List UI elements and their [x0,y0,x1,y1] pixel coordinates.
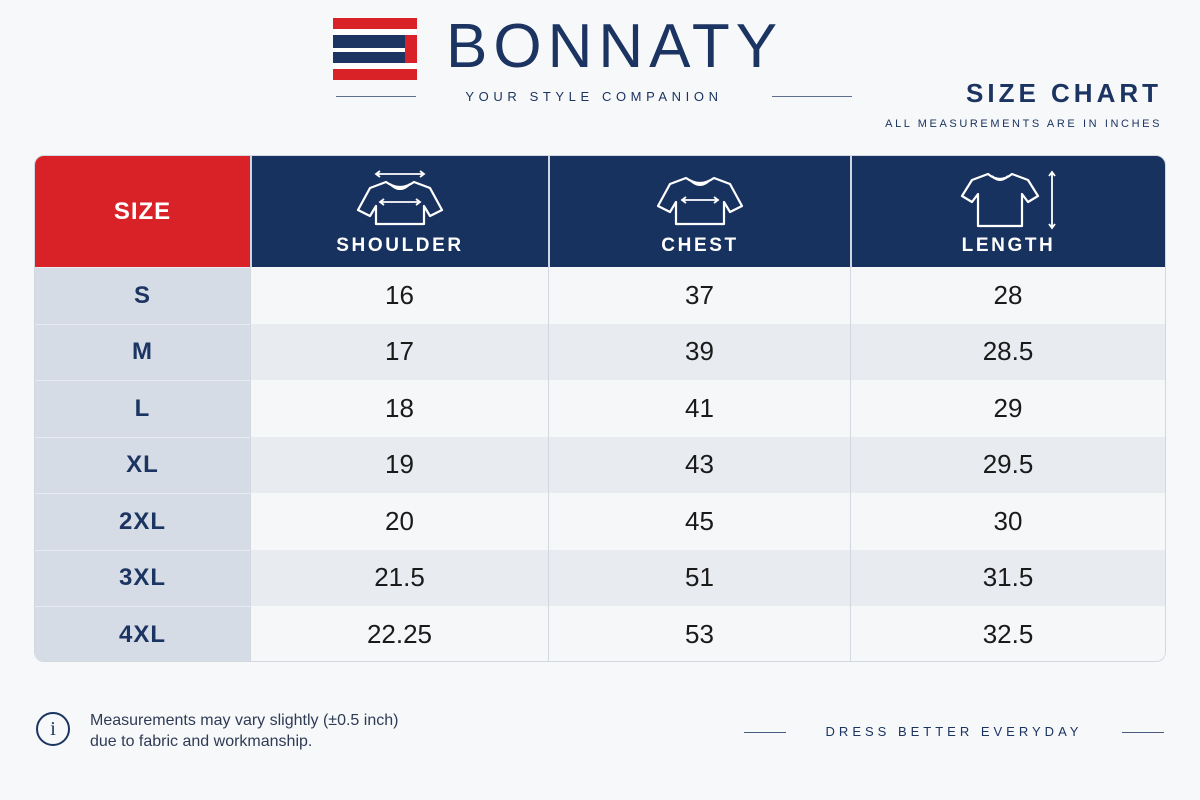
chest-cell: 41 [548,380,850,437]
info-icon: i [36,712,70,746]
length-cell: 28.5 [850,324,1165,381]
length-cell: 31.5 [850,550,1165,607]
shoulder-cell: 18 [250,380,548,437]
shoulder-cell: 22.25 [250,606,548,662]
footer-tagline: DRESS BETTER EVERYDAY [825,724,1083,739]
table-row [35,324,1165,381]
shoulder-cell: 17 [250,324,548,381]
header-size: SIZE [35,156,250,267]
footer-tagline-block [744,722,1164,742]
table-row [35,437,1165,494]
chart-subtitle: ALL MEASUREMENTS ARE IN INCHES [885,118,1162,130]
length-cell: 30 [850,493,1165,550]
length-cell: 29 [850,380,1165,437]
shoulder-tshirt-icon [350,166,450,228]
header-chest-label: CHEST [661,235,739,256]
size-cell: XL [35,437,250,494]
note-line-1: Measurements may vary slightly (±0.5 inch) [90,712,399,729]
brand-logo-icon [333,18,417,80]
size-cell: 2XL [35,493,250,550]
tagline-rule-right [772,96,852,97]
shoulder-cell: 21.5 [250,550,548,607]
shoulder-cell: 16 [250,267,548,324]
size-cell: S [35,267,250,324]
header-length [850,156,1165,267]
header-length-label: LENGTH [961,235,1056,256]
size-cell: L [35,380,250,437]
footer-rule-right [1122,732,1164,733]
chest-cell: 53 [548,606,850,662]
brand-tagline-block [336,88,852,106]
size-table [34,155,1166,662]
chest-cell: 37 [548,267,850,324]
length-cell: 32.5 [850,606,1165,662]
table-row [35,380,1165,437]
chest-cell: 43 [548,437,850,494]
shoulder-cell: 20 [250,493,548,550]
note-line-2: due to fabric and workmanship. [90,733,313,750]
table-row [35,267,1165,324]
chest-cell: 45 [548,493,850,550]
chest-cell: 39 [548,324,850,381]
header-shoulder-label: SHOULDER [336,235,464,256]
size-cell: 4XL [35,606,250,662]
brand-name: BONNATY [446,12,784,81]
length-cell: 28 [850,267,1165,324]
measurement-note-text [90,710,510,752]
header [0,0,1200,150]
size-cell: M [35,324,250,381]
header-chest [548,156,850,267]
table-row [35,493,1165,550]
table-row [35,606,1165,662]
size-cell: 3XL [35,550,250,607]
length-cell: 29.5 [850,437,1165,494]
table-row [35,550,1165,607]
chart-title: SIZE CHART [966,78,1162,108]
chest-cell: 51 [548,550,850,607]
brand-tagline: YOUR STYLE COMPANION [465,89,723,104]
header-shoulder [250,156,548,267]
length-tshirt-icon [954,166,1064,232]
chest-tshirt-icon [650,166,750,228]
shoulder-cell: 19 [250,437,548,494]
table-header-row [35,156,1165,267]
